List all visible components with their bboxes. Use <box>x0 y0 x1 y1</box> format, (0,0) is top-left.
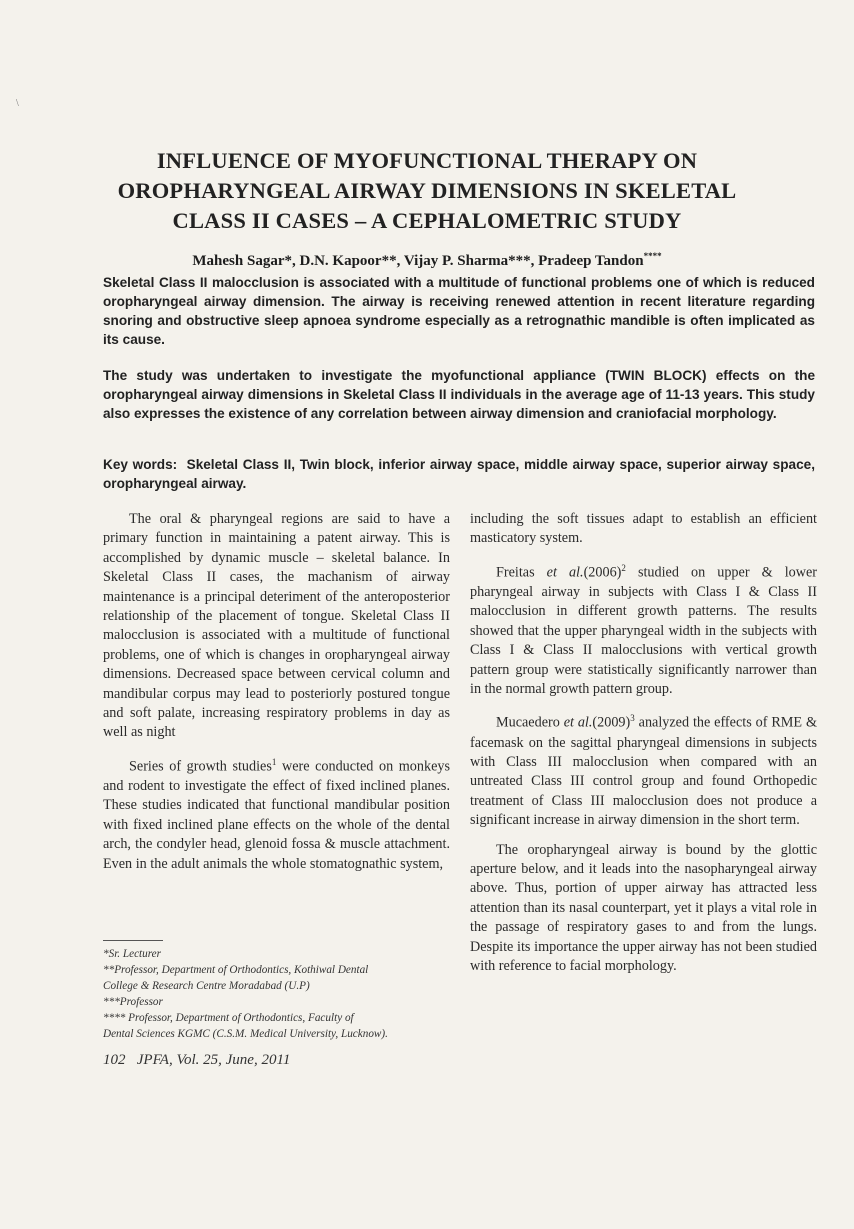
ref-3: 3 <box>630 713 635 724</box>
footnote-4: ***Professor <box>103 996 163 1008</box>
ref-1: 1 <box>271 756 277 767</box>
footnote-2: **Professor, Department of Orthodontics, Kothiwal Dental <box>103 964 369 976</box>
author-2-mark: ** <box>381 253 397 269</box>
abstract-paragraph-2: The study was undertaken to investigate the myofunctional appliance (TWIN BLOCK) effects on the oropharyngeal airway dimensions in Skeletal Class II individuals in the average age of 11-13 years. This study also expresses the existence of any correlation between airway dimension and craniofacial morphology. <box>103 368 815 421</box>
left-p2-rest: were conducted on monkeys and rodent to investigate the effect of fixed inclined planes. These studies indicated that functional mandibular position with fixed inclined plane effects on the whole of the dental arch, the condyler head, glenoid fossa & muscle attachment. Even in the adult animals the whole stomatognathic system, <box>103 758 450 872</box>
author-2: D.N. Kapoor <box>299 253 382 269</box>
author-line: Mahesh Sagar*, D.N. Kapoor**, Vijay P. Sharma***, Pradeep Tandon**** <box>192 251 662 269</box>
abstract-paragraph-1: Skeletal Class II malocclusion is associated with a multitude of functional problems one of which is reduced oropharyngeal airway dimension. The airway is receiving renewed attention in recent literature regarding snoring and obstructive sleep apnoea syndrome especially as a retrognathic mandible is often implicated as its cause. <box>103 275 815 347</box>
right-p2-year: (2009) <box>592 715 631 732</box>
footnote-5: **** Professor, Department of Orthodontics, Faculty of <box>103 1012 354 1024</box>
author-4: Pradeep Tandon <box>538 253 644 269</box>
left-paragraph-2 <box>103 753 450 874</box>
ref-2: 2 <box>621 562 626 573</box>
right-p1-year: (2006) <box>583 564 622 581</box>
right-paragraph-1 <box>470 559 817 700</box>
footnote-6: Dental Sciences KGMC (C.S.M. Medical University, Lucknow). <box>103 1028 388 1040</box>
body-column-right <box>470 510 817 986</box>
keywords-label: Key words: <box>103 457 178 472</box>
author-3: Vijay P. Sharma <box>403 253 509 269</box>
right-p2-etal: et al. <box>563 715 593 732</box>
right-paragraph-0: including the soft tissues adapt to establish an efficient masticatory system. <box>470 511 817 547</box>
keywords-text: Skeletal Class II, Twin block, inferior airway space, middle airway space, superior airway space, oropharyngeal airway. <box>103 457 815 491</box>
article-title <box>60 146 794 236</box>
right-p1-etal: et al. <box>546 564 584 581</box>
footnote-1: *Sr. Lecturer <box>103 948 162 960</box>
title-line-3: CLASS II CASES – A CEPHALOMETRIC STUDY <box>172 208 682 233</box>
title-line-2: OROPHARYNGEAL AIRWAY DIMENSIONS IN SKELETAL <box>117 178 737 203</box>
footnotes <box>103 946 458 1042</box>
author-3-mark: *** <box>508 253 531 269</box>
title-line-1: INFLUENCE OF MYOFUNCTIONAL THERAPY ON <box>156 148 698 173</box>
footnote-rule <box>103 940 163 941</box>
left-paragraph-1: The oral & pharyngeal regions are said to have a primary function in maintaining a patent airway. This is accomplished by dynamic muscle – skeletal balance. In Skeletal Class II cases, the machanism of airway maintenance is a principal deteriment of the anteroposterior relationship of the placement of tongue. Skeletal Class II malocclusion is associated with a multitude of functional problems, one of which is changes in oropharyngeal airway dimensions. Decreased space between cervical column and mandibular corpus may lead to posteriorly postured tongue and soft palate, increasing respiratory problems in day as well as night <box>103 511 450 741</box>
page-folio: 102 JPFA, Vol. 25, June, 2011 <box>103 1052 291 1068</box>
margin-mark: \ <box>16 98 19 109</box>
right-p1-rest: studied on upper & lower pharyngeal airway in subjects with Class I & Class II malocclusion in different growth patterns. The results showed that the upper pharyngeal width in the subjects with Class I & Class II malocclusions with vertical growth pattern group were statistically significantly narrower than in the normal growth pattern group. <box>470 564 817 697</box>
author-4-mark: **** <box>643 251 662 261</box>
right-p1-author: Freitas <box>496 564 547 581</box>
left-p2-start: Series of growth studies <box>129 758 272 775</box>
keywords <box>103 455 815 493</box>
author-1: Mahesh Sagar <box>192 253 285 269</box>
author-1-mark: * <box>284 253 292 269</box>
body-column-left <box>103 510 450 884</box>
right-p2-author: Mucaedero <box>496 715 564 732</box>
right-paragraph-3: The oropharyngeal airway is bound by the glottic aperture below, and it leads into the nasopharyngeal airway above. Thus, portion of upper airway has attracted less attention than its nasal counterpart, yet it plays a vital role in the passage of respiratory gases to and from the lungs. Despite its importance the upper airway has not been studied with reference to facial morphology. <box>470 841 817 974</box>
footnote-3: College & Research Centre Moradabad (U.P) <box>103 980 310 992</box>
right-p2-rest: analyzed the effects of RME & facemask on the sagittal pharyngeal dimensions in subjects with Class III malocclusion when compared with an untreated Class III control group and found Orthopedic treatment of Class III malocclusion does not produce a significant increase in airway dimension in the short term. <box>470 715 817 829</box>
right-paragraph-2 <box>470 709 817 830</box>
